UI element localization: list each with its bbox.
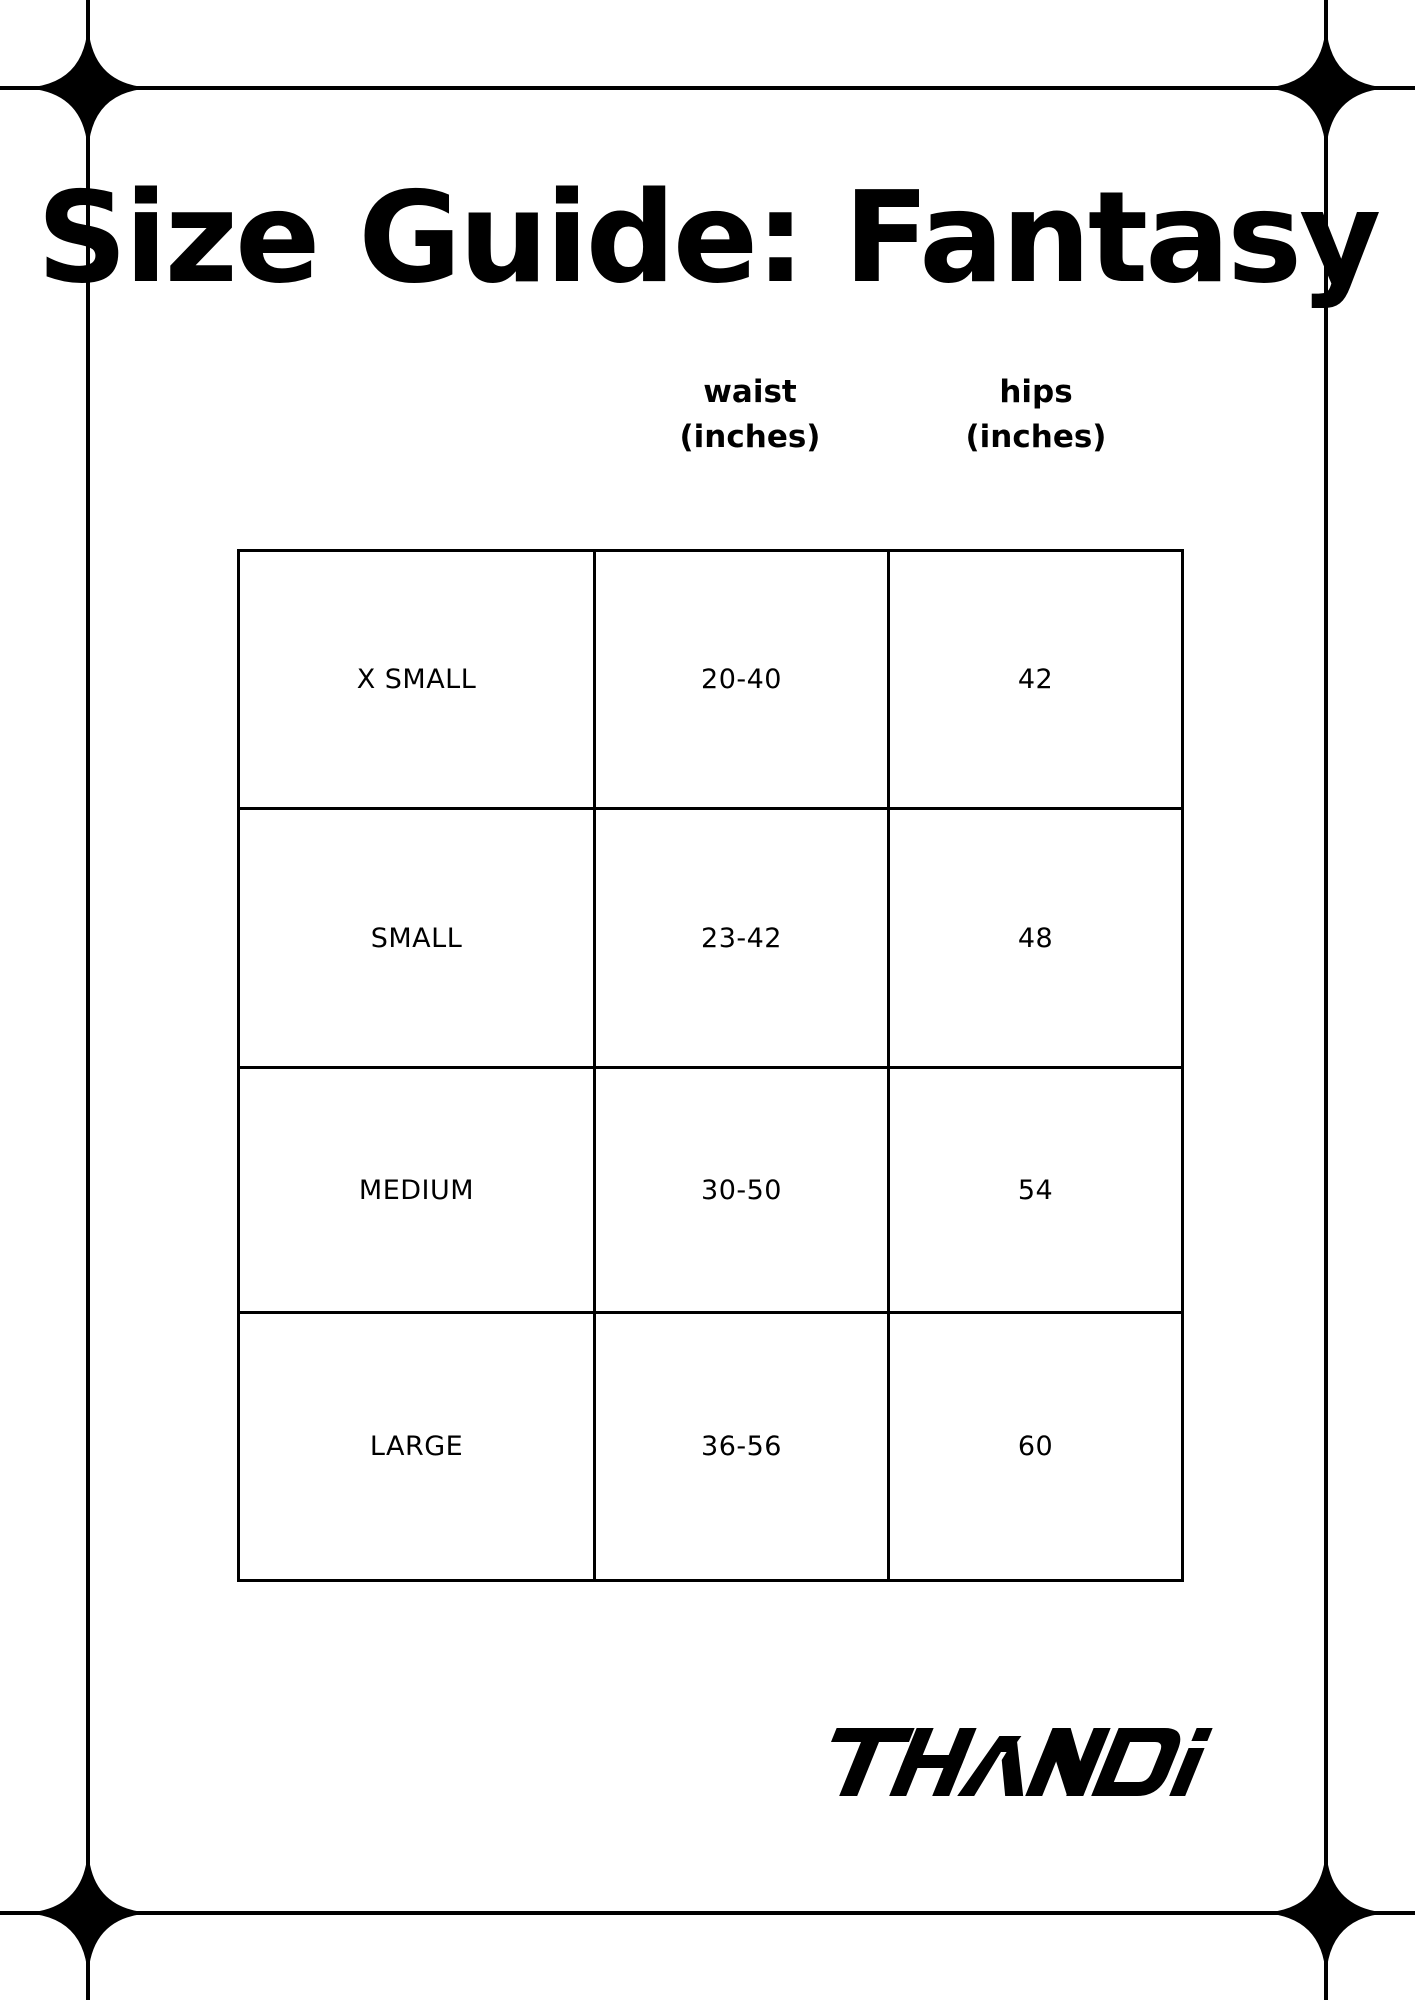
waist-column-header [600,370,900,460]
waist-header-label: waist [703,374,797,410]
size-cell: LARGE [239,1313,595,1581]
size-cell: X SMALL [239,551,595,809]
waist-cell: 36-56 [595,1313,889,1581]
table-row [239,809,1183,1068]
star-bottom-right-icon [1256,1843,1396,1983]
star-top-right-icon [1256,18,1396,158]
hips-cell: 54 [889,1068,1183,1313]
star-top-left-icon [18,18,158,158]
star-bottom-left-icon [18,1843,158,1983]
waist-cell: 20-40 [595,551,889,809]
hips-header-label: hips [999,374,1073,410]
thandi-logo [790,1690,1270,1810]
table-row [239,1068,1183,1313]
table-row [239,1313,1183,1581]
waist-header-unit: (inches) [679,419,821,455]
size-table [237,549,1184,1582]
table-row [239,551,1183,809]
waist-cell: 30-50 [595,1068,889,1313]
size-cell: SMALL [239,809,595,1068]
page-title: Size Guide: Fantasy [36,164,1379,311]
waist-cell: 23-42 [595,809,889,1068]
hips-cell: 42 [889,551,1183,809]
hips-column-header [886,370,1186,460]
hips-cell: 48 [889,809,1183,1068]
size-cell: MEDIUM [239,1068,595,1313]
hips-header-unit: (inches) [965,419,1107,455]
hips-cell: 60 [889,1313,1183,1581]
